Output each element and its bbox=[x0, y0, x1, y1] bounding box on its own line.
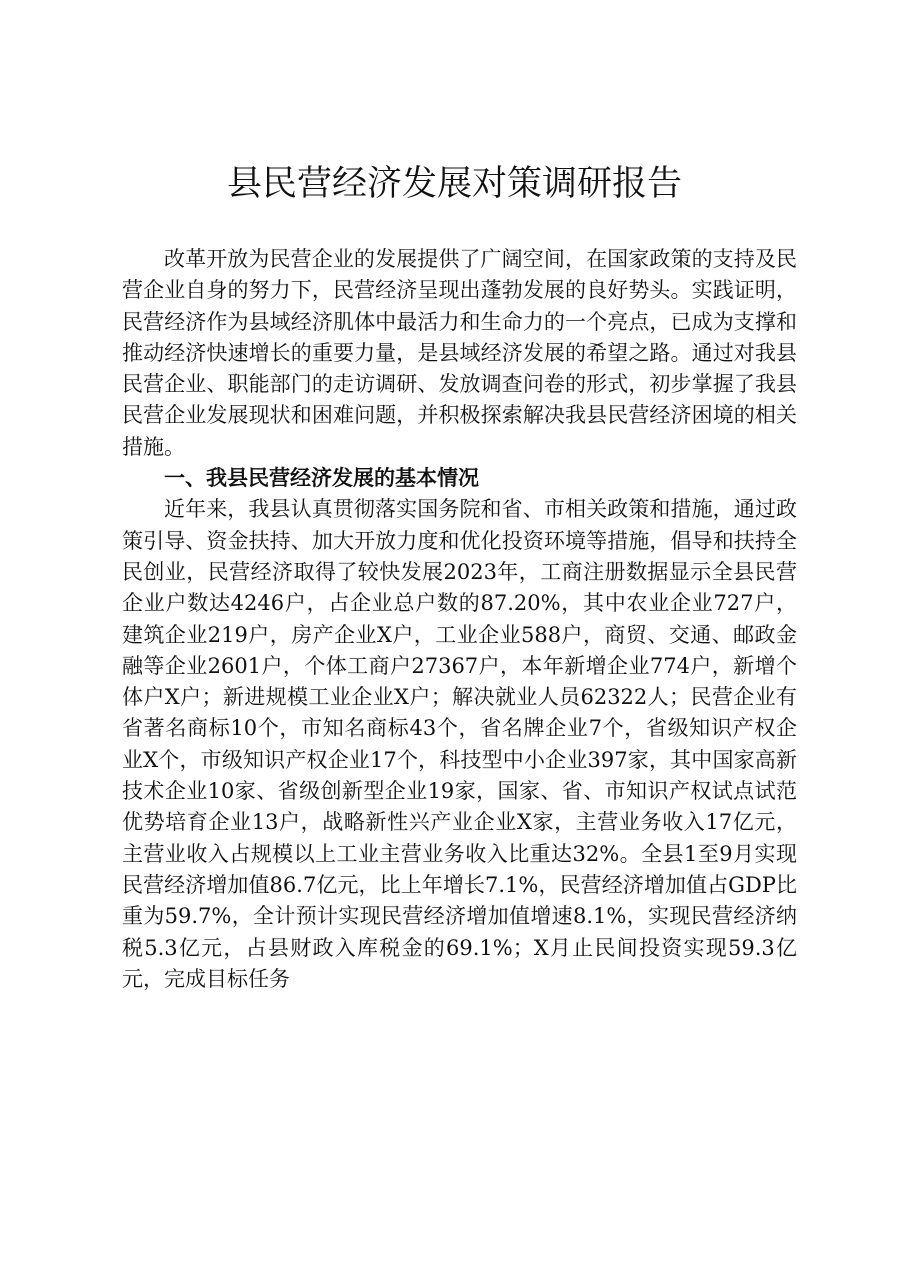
document-title: 县民营经济发展对策调研报告 bbox=[226, 164, 682, 204]
document-body bbox=[122, 244, 797, 995]
section-heading: 一、我县民营经济发展的基本情况 bbox=[164, 466, 479, 491]
section-paragraph: 近年来，我县认真贯彻落实国务院和省、市相关政策和措施，通过政策引导、资金扶持、加大开放力度和优化投资环境等措施，倡导和扶持全民创业，民营经济取得了较快发展2023年，工商注册数据显示全县民营企业户数达4246户，占企业总户数的87.20%，其中农业企业727户，建筑企业219户，房产企业X户，工业企业588户，商贸、交通、邮政金融等企业2601户，个体工商户27367户，本年新增企业774户，新增个体户X户；新进规模工业企业X户；解决就业人员62322人；民营企业有省著名商标10个，市知名商标43个，省名牌企业7个，省级知识产权企业X个，市级知识产权企业17个，科技型中小企业397家，其中国家高新技术企业10家、省级创新型企业19家，国家、省、市知识产权试点试范优势培育企业13户，战略新性兴产业企业X家，主营业务收入17亿元，主营业收入占规模以上工业主营业务收入比重达32%。全县1至9月实现民营经济增加值86.7亿元，比上年增长7.1%，民营经济增加值占GDP比重为59.7%，全计预计实现民营经济增加值增速8.1%，实现民营经济纳税5.3亿元，占县财政入库税金的69.1%；X月止民间投资实现59.3亿元，完成目标任务 bbox=[122, 497, 797, 991]
intro-paragraph: 改革开放为民营企业的发展提供了广阔空间，在国家政策的支持及民营企业自身的努力下，民营经济呈现出蓬勃发展的良好势头。实践证明，民营经济作为县域经济肌体中最活力和生命力的一个亮点，已成为支撑和推动经济快速增长的重要力量，是县域经济发展的希望之路。通过对我县民营企业、职能部门的走访调研、发放调查问卷的形式，初步掌握了我县民营企业发展现状和困难问题，并积极探索解决我县民营经济困境的相关措施。 bbox=[122, 247, 797, 459]
